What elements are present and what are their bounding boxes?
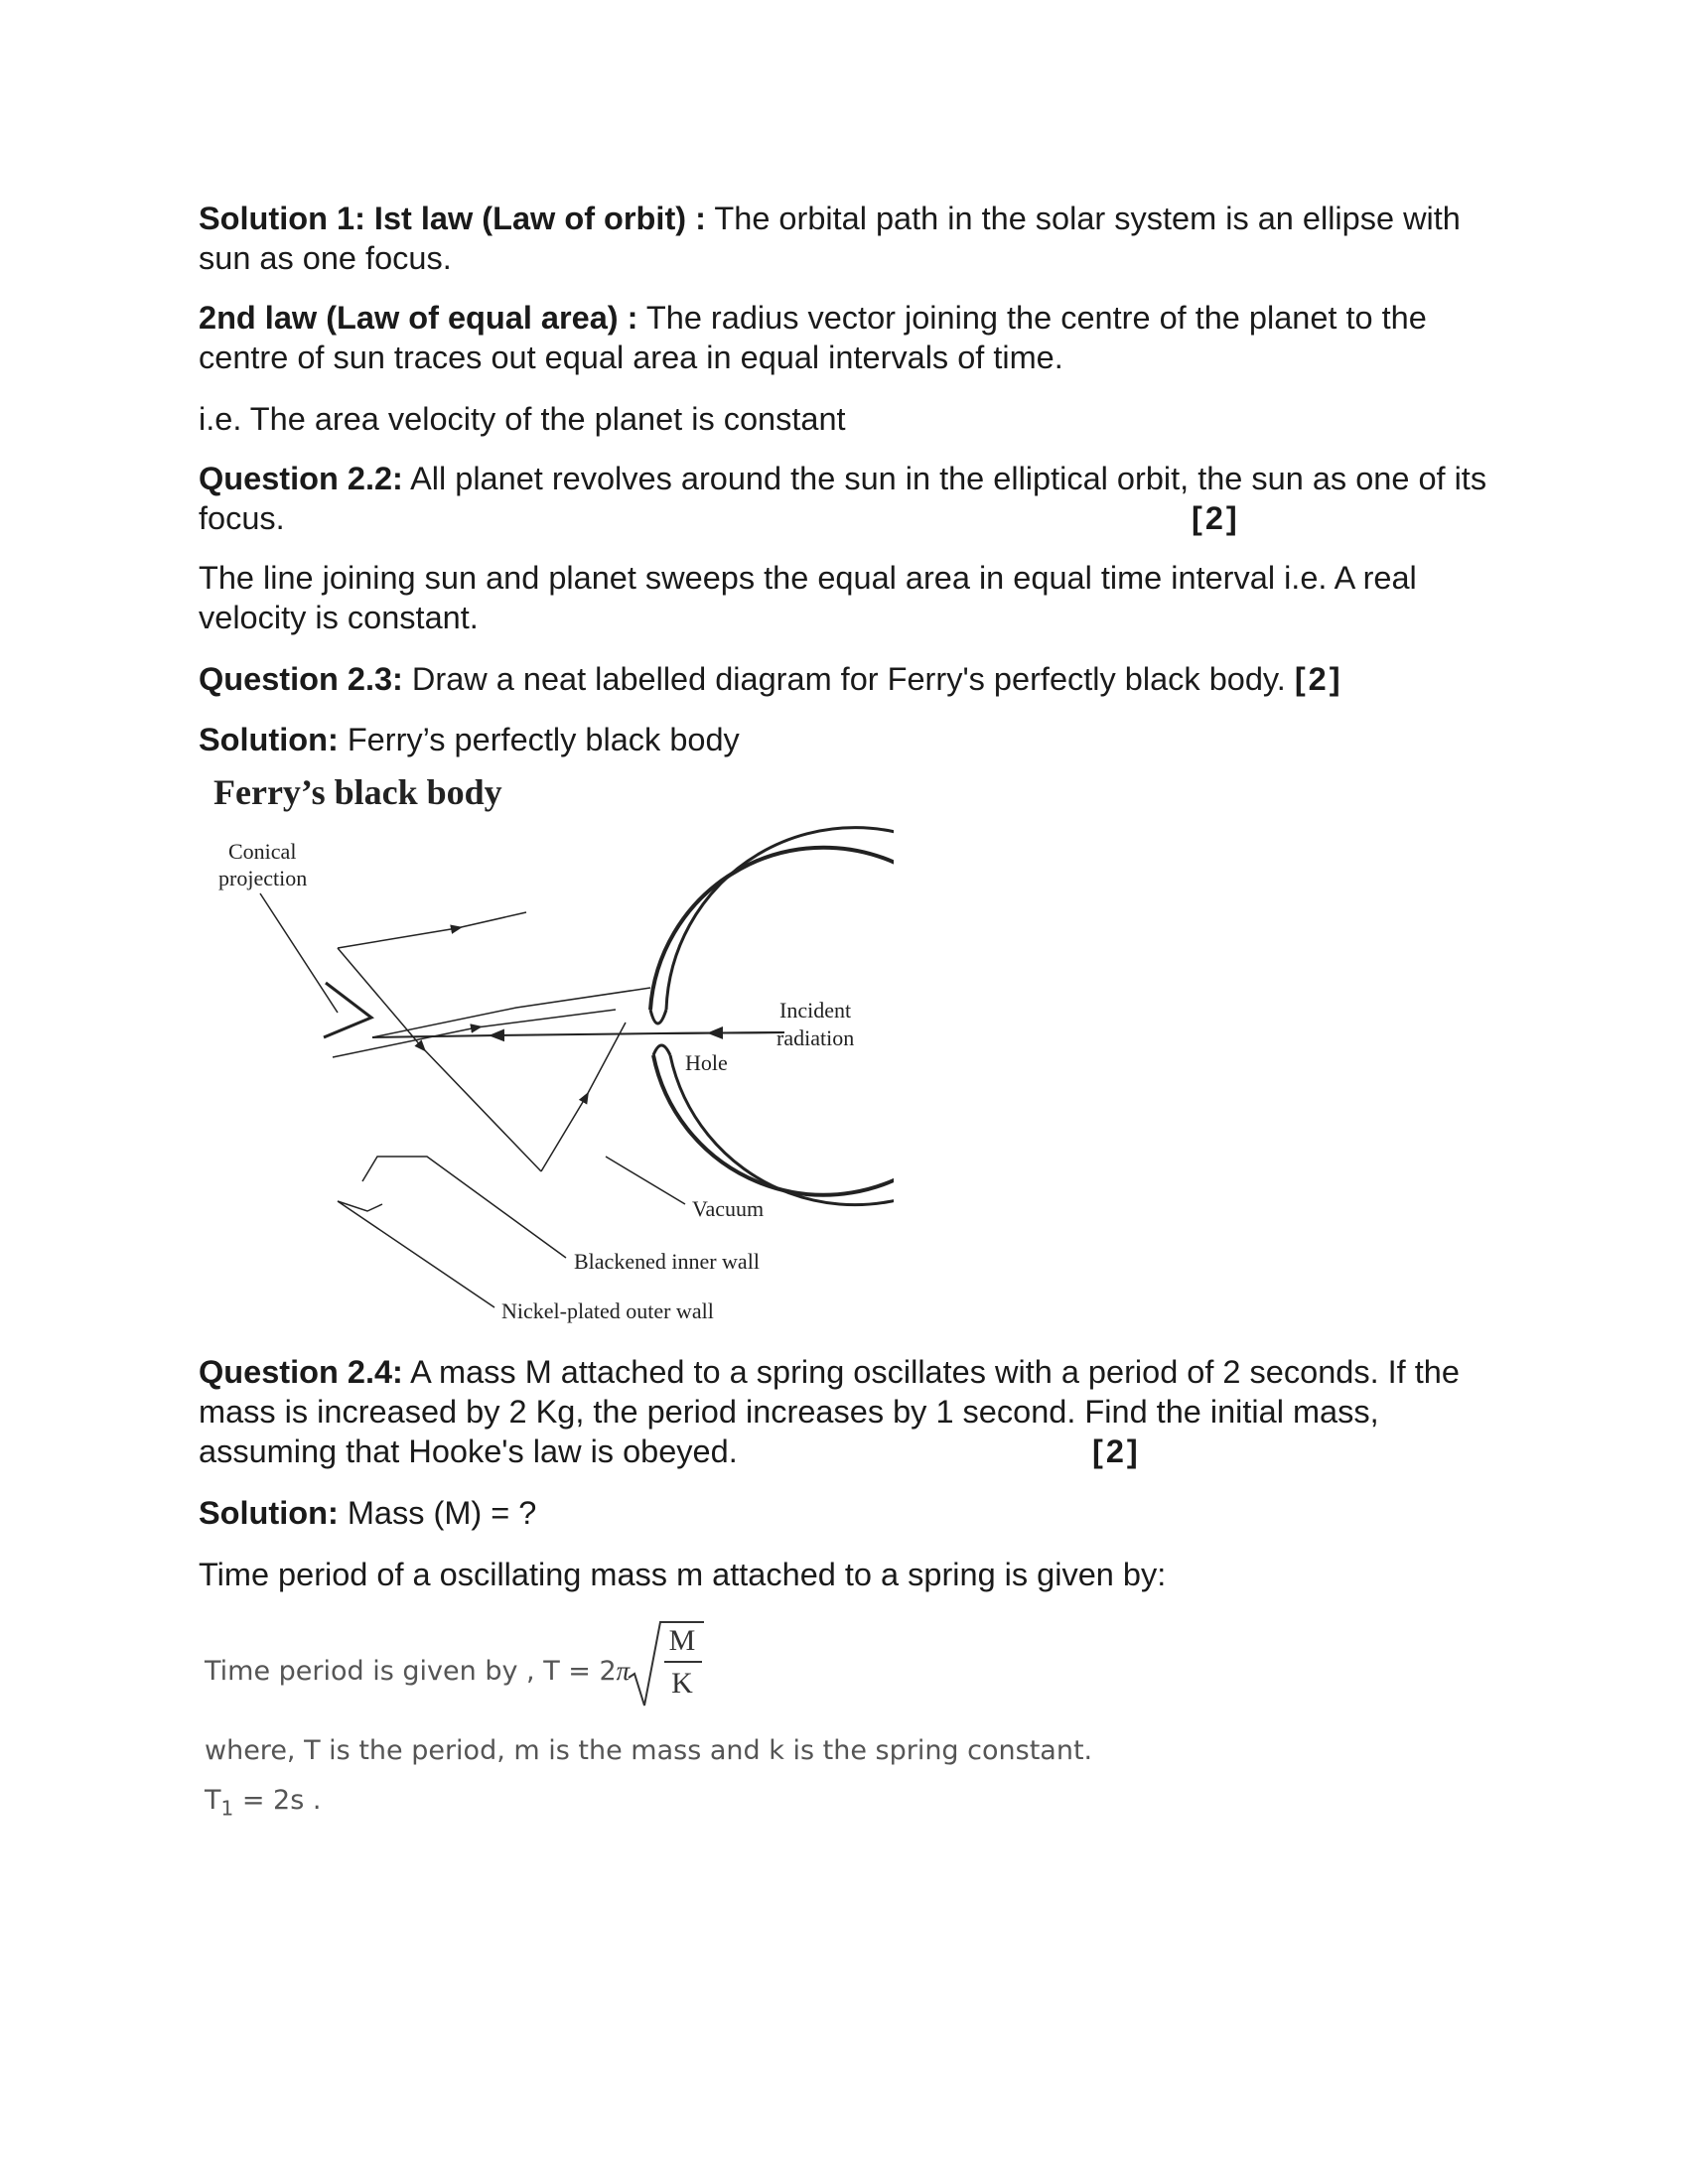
question-2-3-label: Question 2.3: <box>199 661 403 697</box>
solution-1-label: Solution 1: Ist law (Law of orbit) : <box>199 201 706 236</box>
label-vacuum: Vacuum <box>692 1196 765 1221</box>
solution-2-4-text: Mass (M) = ? <box>338 1495 537 1531</box>
leader-conical <box>260 893 338 1013</box>
label-conical: Conical <box>228 839 297 864</box>
question-2-4-paragraph <box>199 1352 1489 1471</box>
formula-denominator: K <box>671 1667 693 1700</box>
label-hole: Hole <box>685 1050 728 1075</box>
diagram-title: Ferry’s black body <box>213 779 502 812</box>
time-period-intro: Time period of a oscillating mass m attached to a spring is given by: <box>199 1557 1167 1592</box>
leader-outer-wall <box>338 1201 494 1307</box>
area-velocity-paragraph: i.e. The area velocity of the planet is constant <box>199 401 846 437</box>
incident-ray-arrow <box>660 1032 784 1033</box>
ray-6 <box>541 1023 626 1171</box>
ray-4 <box>338 912 526 948</box>
question-2-3-text: Draw a neat labelled diagram for Ferry's perfectly black body. <box>402 661 1286 697</box>
formula-numerator: M <box>668 1624 696 1657</box>
question-2-4-marks: [2] <box>1092 1433 1141 1469</box>
question-2-2-label: Question 2.2: <box>199 461 403 496</box>
solution-2-3-text: Ferry’s perfectly black body <box>338 722 740 757</box>
second-law-label: 2nd law (Law of equal area) : <box>199 300 638 336</box>
label-incident: Incident <box>779 998 852 1023</box>
question-2-2-marks: [2] <box>1192 500 1240 536</box>
t1-subscript: 1 <box>220 1796 234 1821</box>
formula-t1 <box>205 1785 321 1820</box>
label-outer-wall: Nickel-plated outer wall <box>501 1298 714 1323</box>
formula-pi: π <box>616 1656 631 1686</box>
t1-symbol: T <box>205 1785 221 1816</box>
leader-vacuum <box>606 1157 685 1204</box>
question-2-4-label: Question 2.4: <box>199 1354 403 1390</box>
label-inner-wall: Blackened inner wall <box>574 1249 760 1274</box>
question-2-2-text: All planet revolves around the sun in the elliptical orbit, the sun as one of its focus. <box>199 461 1487 536</box>
question-2-2-paragraph <box>199 459 1489 538</box>
solution-2-3-label: Solution: <box>199 722 339 757</box>
ferry-black-body-diagram <box>199 779 894 1335</box>
solution-2-4-label: Solution: <box>199 1495 339 1531</box>
solution-1-text: The orbital path in the solar system is an ellipse with sun as one focus. <box>199 201 1461 276</box>
hole-lower-lip <box>653 1045 670 1055</box>
formula-block <box>205 1618 1098 1837</box>
conical-projection-shape <box>324 983 371 1037</box>
leader-inner-wall <box>362 1157 566 1258</box>
ray-5 <box>338 948 541 1171</box>
formula-where: where, T is the period, m is the mass and k is the spring constant. <box>205 1735 1093 1766</box>
second-law-text: The radius vector joining the centre of the planet to the centre of sun traces out equal area in equal intervals of time. <box>199 300 1427 375</box>
question-2-3-paragraph <box>199 659 1489 699</box>
label-projection: projection <box>218 866 308 890</box>
second-law-paragraph <box>199 298 1489 377</box>
hole-upper-lip <box>650 1010 666 1024</box>
question-2-4-text: A mass M attached to a spring oscillates with a period of 2 seconds. If the mass is increased by 2 Kg, the period increases by 1 second. Find the initial mass, assuming that Hooke's law is obeyed. <box>199 1354 1460 1469</box>
t1-value: = 2s . <box>233 1785 322 1816</box>
question-2-3-marks: [2] <box>1294 661 1343 697</box>
solution-2-4-paragraph <box>199 1493 1489 1533</box>
formula-sqrt-fraction <box>627 1618 706 1717</box>
formula-prefix: Time period is given by , T = 2 <box>205 1656 617 1687</box>
solution-1-paragraph <box>199 199 1489 278</box>
solution-2-3-paragraph <box>199 720 1489 759</box>
ray-2 <box>372 988 650 1037</box>
inner-wall-shape <box>650 848 894 1195</box>
label-radiation: radiation <box>776 1025 855 1050</box>
sweep-paragraph: The line joining sun and planet sweeps the equal area in equal time interval i.e. A real velocity is constant. <box>199 560 1417 635</box>
formula-prefix-line <box>205 1656 630 1687</box>
